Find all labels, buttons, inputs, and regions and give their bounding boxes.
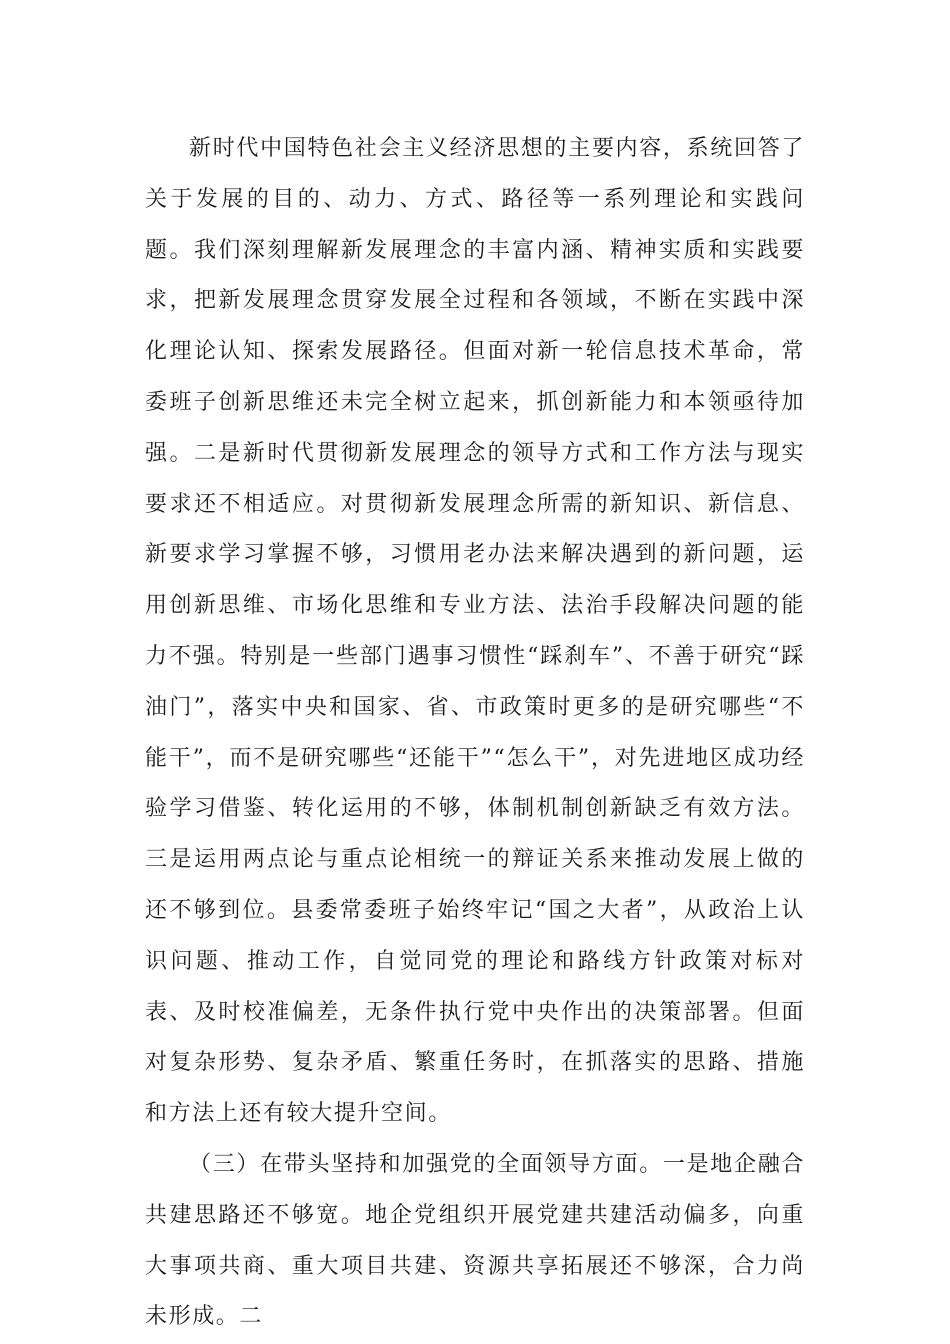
- body-paragraph-1: 新时代中国特色社会主义经济思想的主要内容，系统回答了关于发展的目的、动力、方式、路径等一系列理论和实践问题。我们深刻理解新发展理念的丰富内涵、精神实质和实践要求，把新发展理念贯穿发展全过程和各领域，不断在实践中深化理论认知、探索发展路径。但面对新一轮信息技术革命，常委班子创新思维还未完全树立起来，抓创新能力和本领亟待加强。二是新时代贯彻新发展理念的领导方式和工作方法与现实要求还不相适应。对贯彻新发展理念所需的新知识、新信息、新要求学习掌握不够，习惯用老办法来解决遇到的新问题，运用创新思维、市场化思维和专业方法、法治手段解决问题的能力不强。特别是一些部门遇事习惯性“踩刹车”、不善于研究“踩油门”，落实中央和国家、省、市政策时更多的是研究哪些“不能干”，而不是研究哪些“还能干”“怎么干”，对先进地区成功经验学习借鉴、转化运用的不够，体制机制创新缺乏有效方法。三是运用两点论与重点论相统一的辩证关系来推动发展上做的还不够到位。县委常委班子始终牢记“国之大者”，从政治上认识问题、推动工作，自觉同党的理论和路线方针政策对标对表、及时校准偏差，无条件执行党中央作出的决策部署。但面对复杂形势、复杂矛盾、繁重任务时，在抓落实的思路、措施和方法上还有较大提升空间。: [145, 136, 805, 1127]
- body-paragraph-2: （三）在带头坚持和加强党的全面领导方面。一是地企融合共建思路还不够宽。地企党组织开展党建共建活动偏多，向重大事项共商、重大项目共建、资源共享拓展还不够深，合力尚未形成。二: [145, 1151, 805, 1330]
- document-body: [145, 124, 805, 1343]
